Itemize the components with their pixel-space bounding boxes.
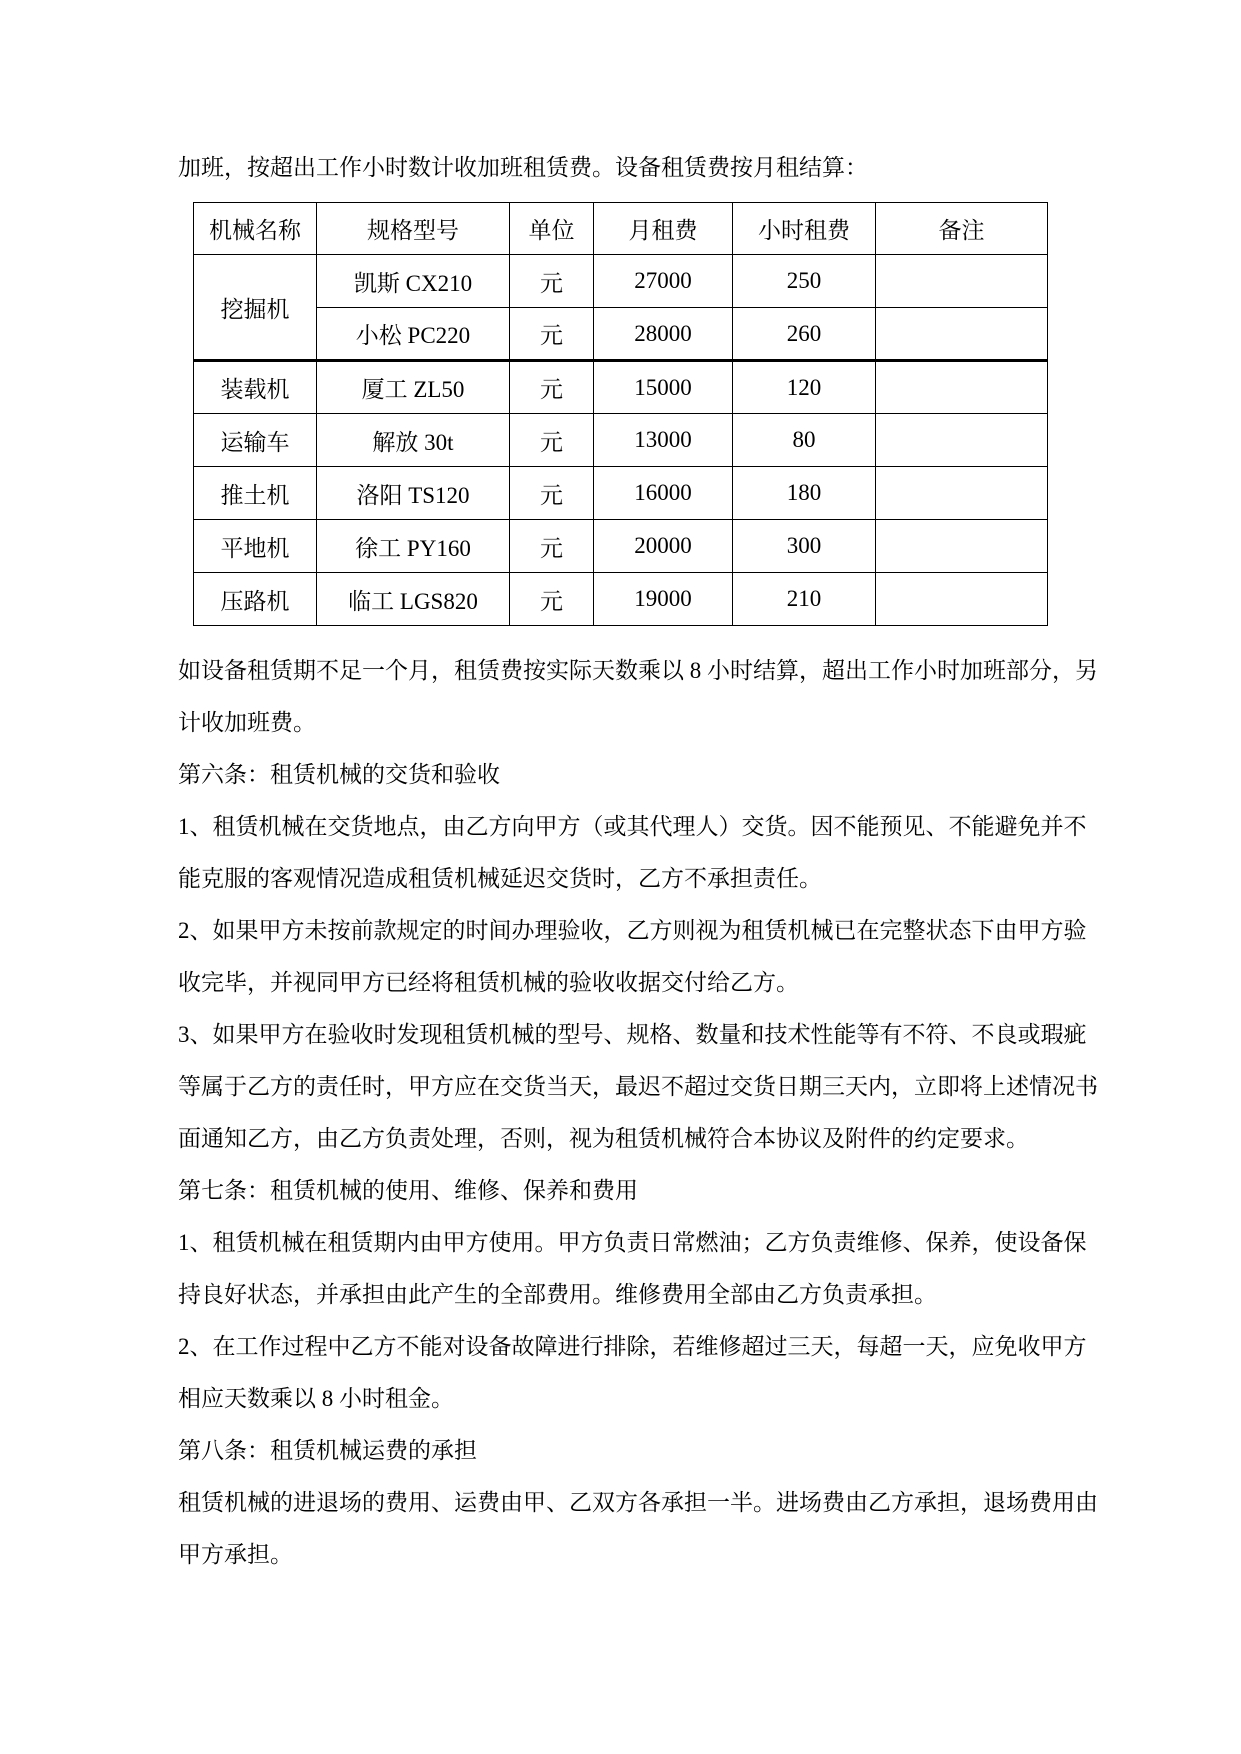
machine-name-cell: 运输车 bbox=[194, 414, 317, 467]
remark-cell bbox=[876, 520, 1048, 573]
remark-cell bbox=[876, 361, 1048, 414]
table-row bbox=[194, 308, 1048, 361]
clause-text-line: 租赁机械的进退场的费用、运费由甲、乙双方各承担一半。进场费由乙方承担，退场费用由 bbox=[178, 1490, 1098, 1515]
model-cell: 凯斯 CX210 bbox=[317, 255, 510, 308]
model-cell: 临工 LGS820 bbox=[317, 573, 510, 626]
model-cell: 洛阳 TS120 bbox=[317, 467, 510, 520]
machine-name-cell: 推土机 bbox=[194, 467, 317, 520]
remark-cell bbox=[876, 573, 1048, 626]
clause-heading-line: 第七条：租赁机械的使用、维修、保养和费用 bbox=[178, 1178, 638, 1203]
table-row bbox=[194, 361, 1048, 414]
unit-cell: 元 bbox=[510, 520, 594, 573]
monthly-rent-cell: 13000 bbox=[594, 414, 733, 467]
header-machine-name: 机械名称 bbox=[194, 203, 317, 255]
contract-clauses bbox=[178, 645, 1098, 1581]
hourly-rent-cell: 180 bbox=[733, 467, 876, 520]
clause-text-line: 面通知乙方，由乙方负责处理，否则，视为租赁机械符合本协议及附件的约定要求。 bbox=[178, 1126, 1029, 1151]
clause-text-line: 相应天数乘以 8 小时租金。 bbox=[178, 1386, 454, 1411]
clause-text-line: 2、在工作过程中乙方不能对设备故障进行排除，若维修超过三天，每超一天，应免收甲方 bbox=[178, 1334, 1087, 1359]
machine-name-cell: 压路机 bbox=[194, 573, 317, 626]
rental-table-body bbox=[194, 255, 1048, 626]
hourly-rent-cell: 120 bbox=[733, 361, 876, 414]
model-cell: 厦工 ZL50 bbox=[317, 361, 510, 414]
remark-cell bbox=[876, 308, 1048, 361]
machine-name-cell: 装载机 bbox=[194, 361, 317, 414]
clause-heading-line: 第六条：租赁机械的交货和验收 bbox=[178, 762, 500, 787]
clause-text-line: 3、如果甲方在验收时发现租赁机械的型号、规格、数量和技术性能等有不符、不良或瑕疵 bbox=[178, 1022, 1087, 1047]
rental-rates-table bbox=[193, 202, 1048, 626]
monthly-rent-cell: 16000 bbox=[594, 467, 733, 520]
header-hourly-rent: 小时租费 bbox=[733, 203, 876, 255]
clause-text-line: 等属于乙方的责任时，甲方应在交货当天，最迟不超过交货日期三天内，立即将上述情况书 bbox=[178, 1074, 1098, 1099]
table-row bbox=[194, 467, 1048, 520]
header-unit: 单位 bbox=[510, 203, 594, 255]
model-cell: 解放 30t bbox=[317, 414, 510, 467]
clause-text-line: 1、租赁机械在交货地点，由乙方向甲方（或其代理人）交货。因不能预见、不能避免并不 bbox=[178, 814, 1087, 839]
table-row bbox=[194, 520, 1048, 573]
clause-text-line: 持良好状态，并承担由此产生的全部费用。维修费用全部由乙方负责承担。 bbox=[178, 1282, 937, 1307]
remark-cell bbox=[876, 467, 1048, 520]
unit-cell: 元 bbox=[510, 308, 594, 361]
unit-cell: 元 bbox=[510, 414, 594, 467]
table-row bbox=[194, 573, 1048, 626]
table-header-row bbox=[194, 203, 1048, 255]
unit-cell: 元 bbox=[510, 255, 594, 308]
machine-name-cell: 挖掘机 bbox=[194, 255, 317, 361]
clause-text-line: 1、租赁机械在租赁期内由甲方使用。甲方负责日常燃油；乙方负责维修、保养，使设备保 bbox=[178, 1230, 1087, 1255]
model-cell: 小松 PC220 bbox=[317, 308, 510, 361]
header-monthly-rent: 月租费 bbox=[594, 203, 733, 255]
unit-cell: 元 bbox=[510, 361, 594, 414]
intro-line: 加班，按超出工作小时数计收加班租赁费。设备租赁费按月租结算： bbox=[178, 155, 868, 180]
header-remark: 备注 bbox=[876, 203, 1048, 255]
hourly-rent-cell: 300 bbox=[733, 520, 876, 573]
model-cell: 徐工 PY160 bbox=[317, 520, 510, 573]
remark-cell bbox=[876, 414, 1048, 467]
clause-text-line: 甲方承担。 bbox=[178, 1542, 293, 1567]
monthly-rent-cell: 20000 bbox=[594, 520, 733, 573]
hourly-rent-cell: 210 bbox=[733, 573, 876, 626]
table-row bbox=[194, 414, 1048, 467]
hourly-rent-cell: 80 bbox=[733, 414, 876, 467]
monthly-rent-cell: 15000 bbox=[594, 361, 733, 414]
monthly-rent-cell: 28000 bbox=[594, 308, 733, 361]
monthly-rent-cell: 27000 bbox=[594, 255, 733, 308]
clause-text-line: 能克服的客观情况造成租赁机械延迟交货时，乙方不承担责任。 bbox=[178, 866, 822, 891]
clause-heading-line: 第八条：租赁机械运费的承担 bbox=[178, 1438, 477, 1463]
clause-text-line: 收完毕，并视同甲方已经将租赁机械的验收收据交付给乙方。 bbox=[178, 970, 799, 995]
clause-text-line: 如设备租赁期不足一个月，租赁费按实际天数乘以 8 小时结算，超出工作小时加班部分，另 bbox=[178, 658, 1098, 683]
table-row bbox=[194, 255, 1048, 308]
header-model: 规格型号 bbox=[317, 203, 510, 255]
monthly-rent-cell: 19000 bbox=[594, 573, 733, 626]
unit-cell: 元 bbox=[510, 467, 594, 520]
clause-text-line: 计收加班费。 bbox=[178, 710, 316, 735]
remark-cell bbox=[876, 255, 1048, 308]
hourly-rent-cell: 260 bbox=[733, 308, 876, 361]
unit-cell: 元 bbox=[510, 573, 594, 626]
clause-text-line: 2、如果甲方未按前款规定的时间办理验收，乙方则视为租赁机械已在完整状态下由甲方验 bbox=[178, 918, 1087, 943]
hourly-rent-cell: 250 bbox=[733, 255, 876, 308]
machine-name-cell: 平地机 bbox=[194, 520, 317, 573]
